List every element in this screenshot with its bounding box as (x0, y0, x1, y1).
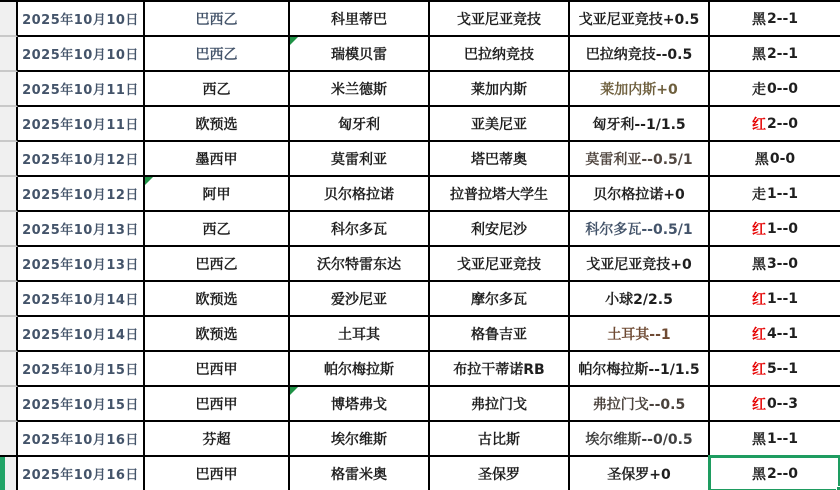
home-team-cell[interactable] (290, 317, 430, 352)
row-gutter (0, 387, 18, 422)
result-cell[interactable] (710, 317, 840, 352)
date-text: 2025年10月15日 (22, 398, 139, 413)
league-cell[interactable] (145, 352, 290, 387)
result-score-text: 3--0 (766, 255, 799, 272)
date-text: 2025年10月12日 (22, 188, 139, 203)
league-text: 阿甲 (202, 186, 231, 203)
row-gutter (0, 352, 18, 387)
league-cell[interactable] (145, 72, 290, 107)
date-text: 2025年10月13日 (22, 223, 139, 238)
result-prefix-text: 红 (751, 291, 766, 308)
date-text: 2025年10月14日 (22, 328, 139, 343)
handicap-cell[interactable] (570, 422, 710, 457)
handicap-cell[interactable] (570, 72, 710, 107)
date-text: 2025年10月10日 (22, 48, 139, 63)
result-prefix-text: 走 (751, 186, 766, 203)
handicap-text: 土耳其--1 (607, 326, 671, 343)
result-cell[interactable] (710, 2, 840, 37)
date-cell[interactable] (18, 212, 145, 247)
handicap-text: 弗拉门戈--0.5 (592, 396, 686, 413)
result-cell[interactable] (710, 247, 840, 282)
away-team-text: 戈亚尼亚竞技 (457, 256, 541, 273)
away-team-text: 巴拉纳竞技 (464, 46, 534, 63)
handicap-cell[interactable] (570, 37, 710, 72)
result-prefix-text: 红 (751, 396, 766, 413)
home-team-text: 格雷米奥 (331, 466, 387, 483)
result-prefix-text: 黑 (751, 11, 766, 28)
home-team-text: 博塔弗戈 (331, 396, 387, 413)
date-text: 2025年10月10日 (22, 13, 139, 28)
away-team-cell[interactable] (430, 72, 570, 107)
result-cell[interactable] (710, 282, 840, 317)
away-team-cell[interactable] (430, 282, 570, 317)
away-team-cell[interactable] (430, 247, 570, 282)
league-text: 西乙 (202, 81, 231, 98)
league-cell[interactable] (145, 317, 290, 352)
away-team-cell[interactable] (430, 387, 570, 422)
result-score-text: 2--0 (766, 115, 799, 132)
away-team-text: 布拉干蒂诺RB (453, 361, 545, 378)
corner-flag-icon (290, 37, 298, 45)
home-team-text: 米兰德斯 (331, 81, 387, 98)
result-prefix-text: 红 (751, 326, 766, 343)
result-prefix-text: 黑 (754, 151, 769, 168)
handicap-text: 戈亚尼亚竞技+0.5 (578, 11, 700, 28)
result-cell[interactable] (710, 72, 840, 107)
home-team-cell[interactable] (290, 142, 430, 177)
result-cell[interactable] (710, 352, 840, 387)
away-team-text: 圣保罗 (478, 466, 520, 483)
away-team-text: 戈亚尼亚竞技 (457, 11, 541, 28)
away-team-text: 塔巴蒂奥 (471, 151, 527, 168)
home-team-cell[interactable] (290, 457, 430, 490)
handicap-text: 巴拉纳竞技--0.5 (585, 46, 693, 63)
league-text: 巴西乙 (195, 46, 238, 63)
result-score-text: 0-0 (769, 150, 796, 167)
result-score-text: 2--1 (766, 10, 799, 27)
home-team-text: 爱沙尼亚 (331, 291, 387, 308)
home-team-cell[interactable] (290, 212, 430, 247)
result-prefix-text: 红 (751, 116, 766, 133)
row-gutter (0, 282, 18, 317)
away-team-text: 莱加内斯 (471, 81, 527, 98)
home-team-text: 匈牙利 (338, 116, 380, 133)
row-gutter (0, 37, 18, 72)
result-cell[interactable] (710, 177, 840, 212)
handicap-text: 圣保罗+0 (607, 466, 671, 483)
away-team-cell[interactable] (430, 107, 570, 142)
away-team-text: 格鲁吉亚 (471, 326, 527, 343)
result-prefix-text: 黑 (751, 431, 766, 448)
league-text: 巴西乙 (195, 11, 238, 28)
home-team-cell[interactable] (290, 422, 430, 457)
home-team-cell[interactable] (290, 107, 430, 142)
corner-flag-icon (290, 387, 298, 395)
league-text: 欧预选 (195, 291, 238, 308)
home-team-cell[interactable] (290, 72, 430, 107)
away-team-text: 弗拉门戈 (471, 396, 527, 413)
home-team-text: 莫雷利亚 (331, 151, 387, 168)
home-team-text: 帕尔梅拉斯 (324, 361, 394, 378)
handicap-text: 匈牙利--1/1.5 (592, 116, 686, 133)
league-text: 墨西甲 (195, 151, 238, 168)
handicap-cell[interactable] (570, 212, 710, 247)
away-team-cell[interactable] (430, 142, 570, 177)
date-cell[interactable] (18, 317, 145, 352)
league-cell[interactable] (145, 2, 290, 37)
date-cell[interactable] (18, 2, 145, 37)
date-cell[interactable] (18, 107, 145, 142)
handicap-text: 帕尔梅拉斯--1/1.5 (578, 361, 700, 378)
date-text: 2025年10月13日 (22, 258, 139, 273)
date-text: 2025年10月12日 (22, 153, 139, 168)
row-gutter (0, 317, 18, 352)
row-gutter (0, 142, 18, 177)
result-score-text: 0--3 (766, 395, 799, 412)
handicap-cell[interactable] (570, 387, 710, 422)
handicap-text: 戈亚尼亚竞技+0 (586, 256, 692, 273)
league-cell[interactable] (145, 37, 290, 72)
league-cell[interactable] (145, 422, 290, 457)
result-cell[interactable] (710, 107, 840, 142)
league-cell[interactable] (145, 212, 290, 247)
result-cell[interactable] (710, 142, 840, 177)
league-text: 巴西甲 (195, 466, 238, 483)
home-team-cell[interactable] (290, 387, 430, 422)
date-text: 2025年10月16日 (22, 433, 139, 448)
home-team-cell[interactable] (290, 37, 430, 72)
away-team-cell[interactable] (430, 352, 570, 387)
result-prefix-text: 红 (751, 221, 766, 238)
handicap-text: 科尔多瓦--0.5/1 (585, 221, 693, 238)
handicap-cell[interactable] (570, 142, 710, 177)
result-score-text: 1--1 (766, 430, 799, 447)
handicap-text: 莫雷利亚--0.5/1 (585, 151, 693, 168)
date-cell[interactable] (18, 387, 145, 422)
league-cell[interactable] (145, 142, 290, 177)
home-team-cell[interactable] (290, 2, 430, 37)
row-gutter (0, 212, 18, 247)
result-score-text: 1--1 (766, 185, 799, 202)
away-team-cell[interactable] (430, 422, 570, 457)
league-cell[interactable] (145, 387, 290, 422)
row-gutter (0, 177, 18, 212)
handicap-text: 莱加内斯+0 (600, 81, 678, 98)
home-team-cell[interactable] (290, 247, 430, 282)
home-team-text: 土耳其 (338, 326, 380, 343)
away-team-cell[interactable] (430, 177, 570, 212)
row-gutter (0, 457, 18, 490)
handicap-cell[interactable] (570, 177, 710, 212)
league-text: 欧预选 (195, 326, 238, 343)
handicap-cell[interactable] (570, 317, 710, 352)
result-score-text: 0--0 (766, 80, 799, 97)
handicap-text: 小球2/2.5 (605, 291, 673, 308)
row-gutter (0, 107, 18, 142)
league-text: 巴西乙 (195, 256, 238, 273)
league-cell[interactable] (145, 107, 290, 142)
date-cell[interactable] (18, 422, 145, 457)
league-text: 芬超 (202, 431, 231, 448)
date-cell[interactable] (18, 142, 145, 177)
result-cell[interactable] (710, 212, 840, 247)
result-cell[interactable] (710, 422, 840, 457)
result-score-text: 1--0 (766, 220, 799, 237)
home-team-text: 科尔多瓦 (331, 221, 387, 238)
away-team-cell[interactable] (430, 212, 570, 247)
date-cell[interactable] (18, 37, 145, 72)
date-text: 2025年10月11日 (22, 118, 139, 133)
date-cell[interactable] (18, 352, 145, 387)
date-text: 2025年10月11日 (22, 83, 139, 98)
handicap-text: 贝尔格拉诺+0 (593, 186, 685, 203)
away-team-text: 利安尼沙 (471, 221, 527, 238)
date-text: 2025年10月14日 (22, 293, 139, 308)
result-score-text: 4--1 (766, 325, 799, 342)
handicap-cell[interactable] (570, 247, 710, 282)
result-cell[interactable] (710, 457, 840, 490)
date-cell[interactable] (18, 72, 145, 107)
handicap-cell[interactable] (570, 352, 710, 387)
away-team-cell[interactable] (430, 2, 570, 37)
handicap-text: 埃尔维斯--0/0.5 (585, 431, 693, 448)
result-prefix-text: 走 (751, 81, 766, 98)
league-cell[interactable] (145, 457, 290, 490)
league-cell[interactable] (145, 282, 290, 317)
away-team-cell[interactable] (430, 37, 570, 72)
handicap-cell[interactable] (570, 107, 710, 142)
home-team-text: 瑞模贝雷 (331, 46, 387, 63)
result-score-text: 2--0 (766, 465, 799, 482)
date-cell[interactable] (18, 457, 145, 490)
row-select-indicator (0, 457, 5, 490)
league-text: 西乙 (202, 221, 231, 238)
league-cell[interactable] (145, 177, 290, 212)
row-gutter (0, 72, 18, 107)
away-team-text: 亚美尼亚 (471, 116, 527, 133)
row-gutter (0, 422, 18, 457)
row-gutter (0, 247, 18, 282)
result-cell[interactable] (710, 37, 840, 72)
result-score-text: 2--1 (766, 45, 799, 62)
result-prefix-text: 黑 (751, 46, 766, 63)
date-text: 2025年10月15日 (22, 363, 139, 378)
result-score-text: 5--1 (766, 360, 799, 377)
result-cell[interactable] (710, 387, 840, 422)
row-gutter (0, 2, 18, 37)
home-team-cell[interactable] (290, 177, 430, 212)
handicap-cell[interactable] (570, 457, 710, 490)
home-team-text: 埃尔维斯 (331, 431, 387, 448)
fill-handle[interactable] (836, 486, 840, 490)
result-prefix-text: 黑 (751, 466, 766, 483)
league-text: 巴西甲 (195, 396, 238, 413)
date-text: 2025年10月16日 (22, 468, 139, 483)
league-text: 巴西甲 (195, 361, 238, 378)
date-cell[interactable] (18, 282, 145, 317)
corner-flag-icon (145, 177, 153, 185)
handicap-cell[interactable] (570, 282, 710, 317)
home-team-text: 科里蒂巴 (331, 11, 387, 28)
away-team-cell[interactable] (430, 457, 570, 490)
date-cell[interactable] (18, 177, 145, 212)
date-cell[interactable] (18, 247, 145, 282)
home-team-text: 贝尔格拉诺 (324, 186, 394, 203)
league-cell[interactable] (145, 247, 290, 282)
home-team-cell[interactable] (290, 352, 430, 387)
home-team-cell[interactable] (290, 282, 430, 317)
result-prefix-text: 黑 (751, 256, 766, 273)
away-team-text: 古比斯 (478, 431, 520, 448)
result-score-text: 1--1 (766, 290, 799, 307)
home-team-text: 沃尔特雷东达 (317, 256, 401, 273)
league-text: 欧预选 (195, 116, 238, 133)
away-team-text: 拉普拉塔大学生 (450, 186, 548, 203)
handicap-cell[interactable] (570, 2, 710, 37)
result-prefix-text: 红 (751, 361, 766, 378)
away-team-cell[interactable] (430, 317, 570, 352)
away-team-text: 摩尔多瓦 (471, 291, 527, 308)
